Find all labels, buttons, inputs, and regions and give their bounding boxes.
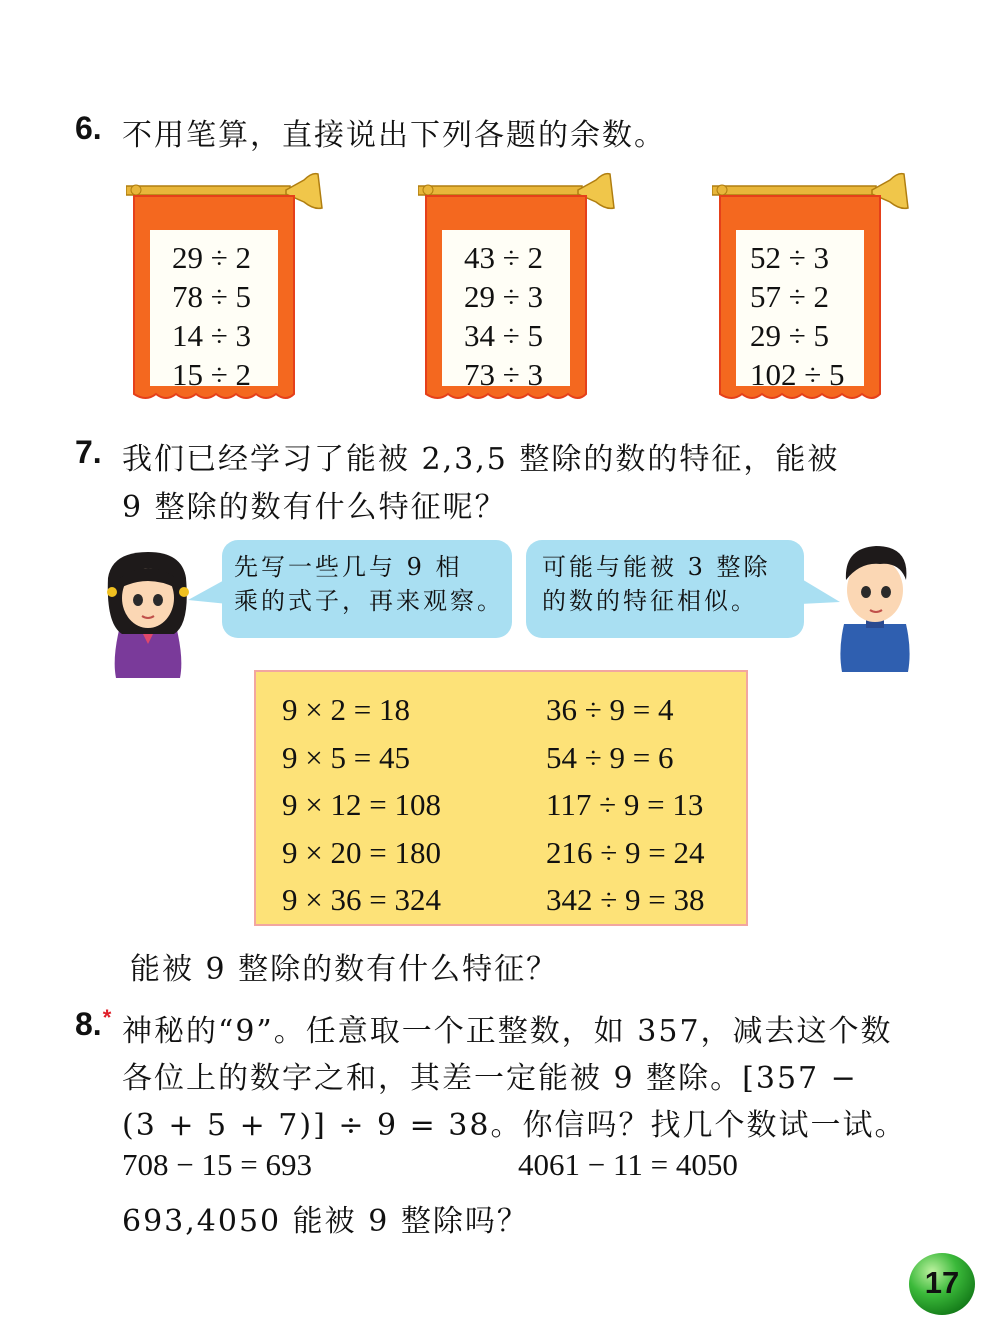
equation: 54 ÷ 9 = 6 (546, 739, 674, 775)
equation: 9 × 20 = 180 (282, 834, 441, 870)
division-item: 52 ÷ 3 (750, 240, 830, 275)
q8-number (75, 1006, 111, 1043)
q8-star: * (102, 1005, 112, 1030)
banner-card-3 (736, 230, 864, 392)
equation: 9 × 5 = 45 (282, 739, 410, 775)
equation: 9 × 36 = 324 (282, 882, 441, 917)
girl-character-icon (100, 548, 196, 682)
division-item: 57 ÷ 2 (750, 279, 830, 314)
q8-line-2: 各位上的数字之和，其差一定能被 9 整除。[357 − (122, 1061, 858, 1096)
q8-line-1: 神秘的“9”。任意取一个正整数，如 357，减去这个数 (122, 1014, 893, 1049)
division-item: 34 ÷ 5 (464, 318, 544, 353)
q7-line-1: 我们已经学习了能被 2,3,5 整除的数的特征，能被 (122, 442, 840, 477)
girl-bubble-line-1: 先写一些几与 9 相 (234, 553, 463, 581)
boy-speech-bubble (526, 540, 804, 638)
equation: 117 ÷ 9 = 13 (546, 787, 704, 822)
q6-number: 6. (75, 110, 102, 146)
girl-speech-bubble (222, 540, 512, 638)
q8-example-2: 4061 − 11 = 4050 (518, 1147, 738, 1182)
q7-question: 能被 9 整除的数有什么特征？ (130, 952, 559, 987)
q8-line-5: 693,4050 能被 9 整除吗？ (122, 1204, 529, 1239)
division-item: 29 ÷ 5 (750, 318, 830, 353)
q8-line-3: (3 + 5 + 7)] ÷ 9 = 38。你信吗？找几个数试一试。 (122, 1108, 907, 1143)
page-number: 17 (924, 1265, 960, 1300)
banner-card-2 (442, 230, 570, 392)
boy-character-icon (830, 540, 920, 674)
division-item: 73 ÷ 3 (464, 357, 544, 392)
division-item: 43 ÷ 2 (464, 240, 544, 275)
q7-number: 7. (75, 434, 102, 470)
boy-bubble-line-1: 可能与能被 3 整除 (542, 553, 771, 581)
division-column (546, 686, 705, 924)
equation: 342 ÷ 9 = 38 (546, 882, 705, 917)
q7-line-2: 9 整除的数有什么特征呢？ (122, 490, 507, 525)
boy-bubble-line-2: 的数的特征相似。 (542, 587, 758, 615)
trumpet-banner-3 (712, 172, 912, 408)
equation: 36 ÷ 9 = 4 (546, 692, 674, 727)
trumpet-banner-1 (126, 172, 326, 408)
equation: 9 × 2 = 18 (282, 692, 410, 727)
girl-bubble-line-2: 乘的式子，再来观察。 (234, 587, 504, 615)
equation: 216 ÷ 9 = 24 (546, 834, 705, 870)
division-item: 29 ÷ 2 (172, 240, 252, 275)
division-item: 102 ÷ 5 (750, 357, 845, 392)
division-item: 78 ÷ 5 (172, 279, 252, 314)
bubble-tail-icon (188, 574, 228, 608)
equation-box (254, 670, 748, 926)
division-item: 14 ÷ 3 (172, 318, 252, 353)
division-item: 29 ÷ 3 (464, 279, 544, 314)
banner-card-1 (150, 230, 278, 392)
q8-number-text: 8. (75, 1006, 102, 1042)
equation: 9 × 12 = 108 (282, 787, 441, 822)
trumpet-banner-2 (418, 172, 618, 408)
division-item: 15 ÷ 2 (172, 357, 252, 392)
page-number-badge (908, 1252, 976, 1316)
q6-text: 不用笔算，直接说出下列各题的余数。 (122, 118, 666, 153)
q8-example-1: 708 − 15 = 693 (122, 1147, 312, 1182)
multiplication-column (282, 686, 441, 924)
